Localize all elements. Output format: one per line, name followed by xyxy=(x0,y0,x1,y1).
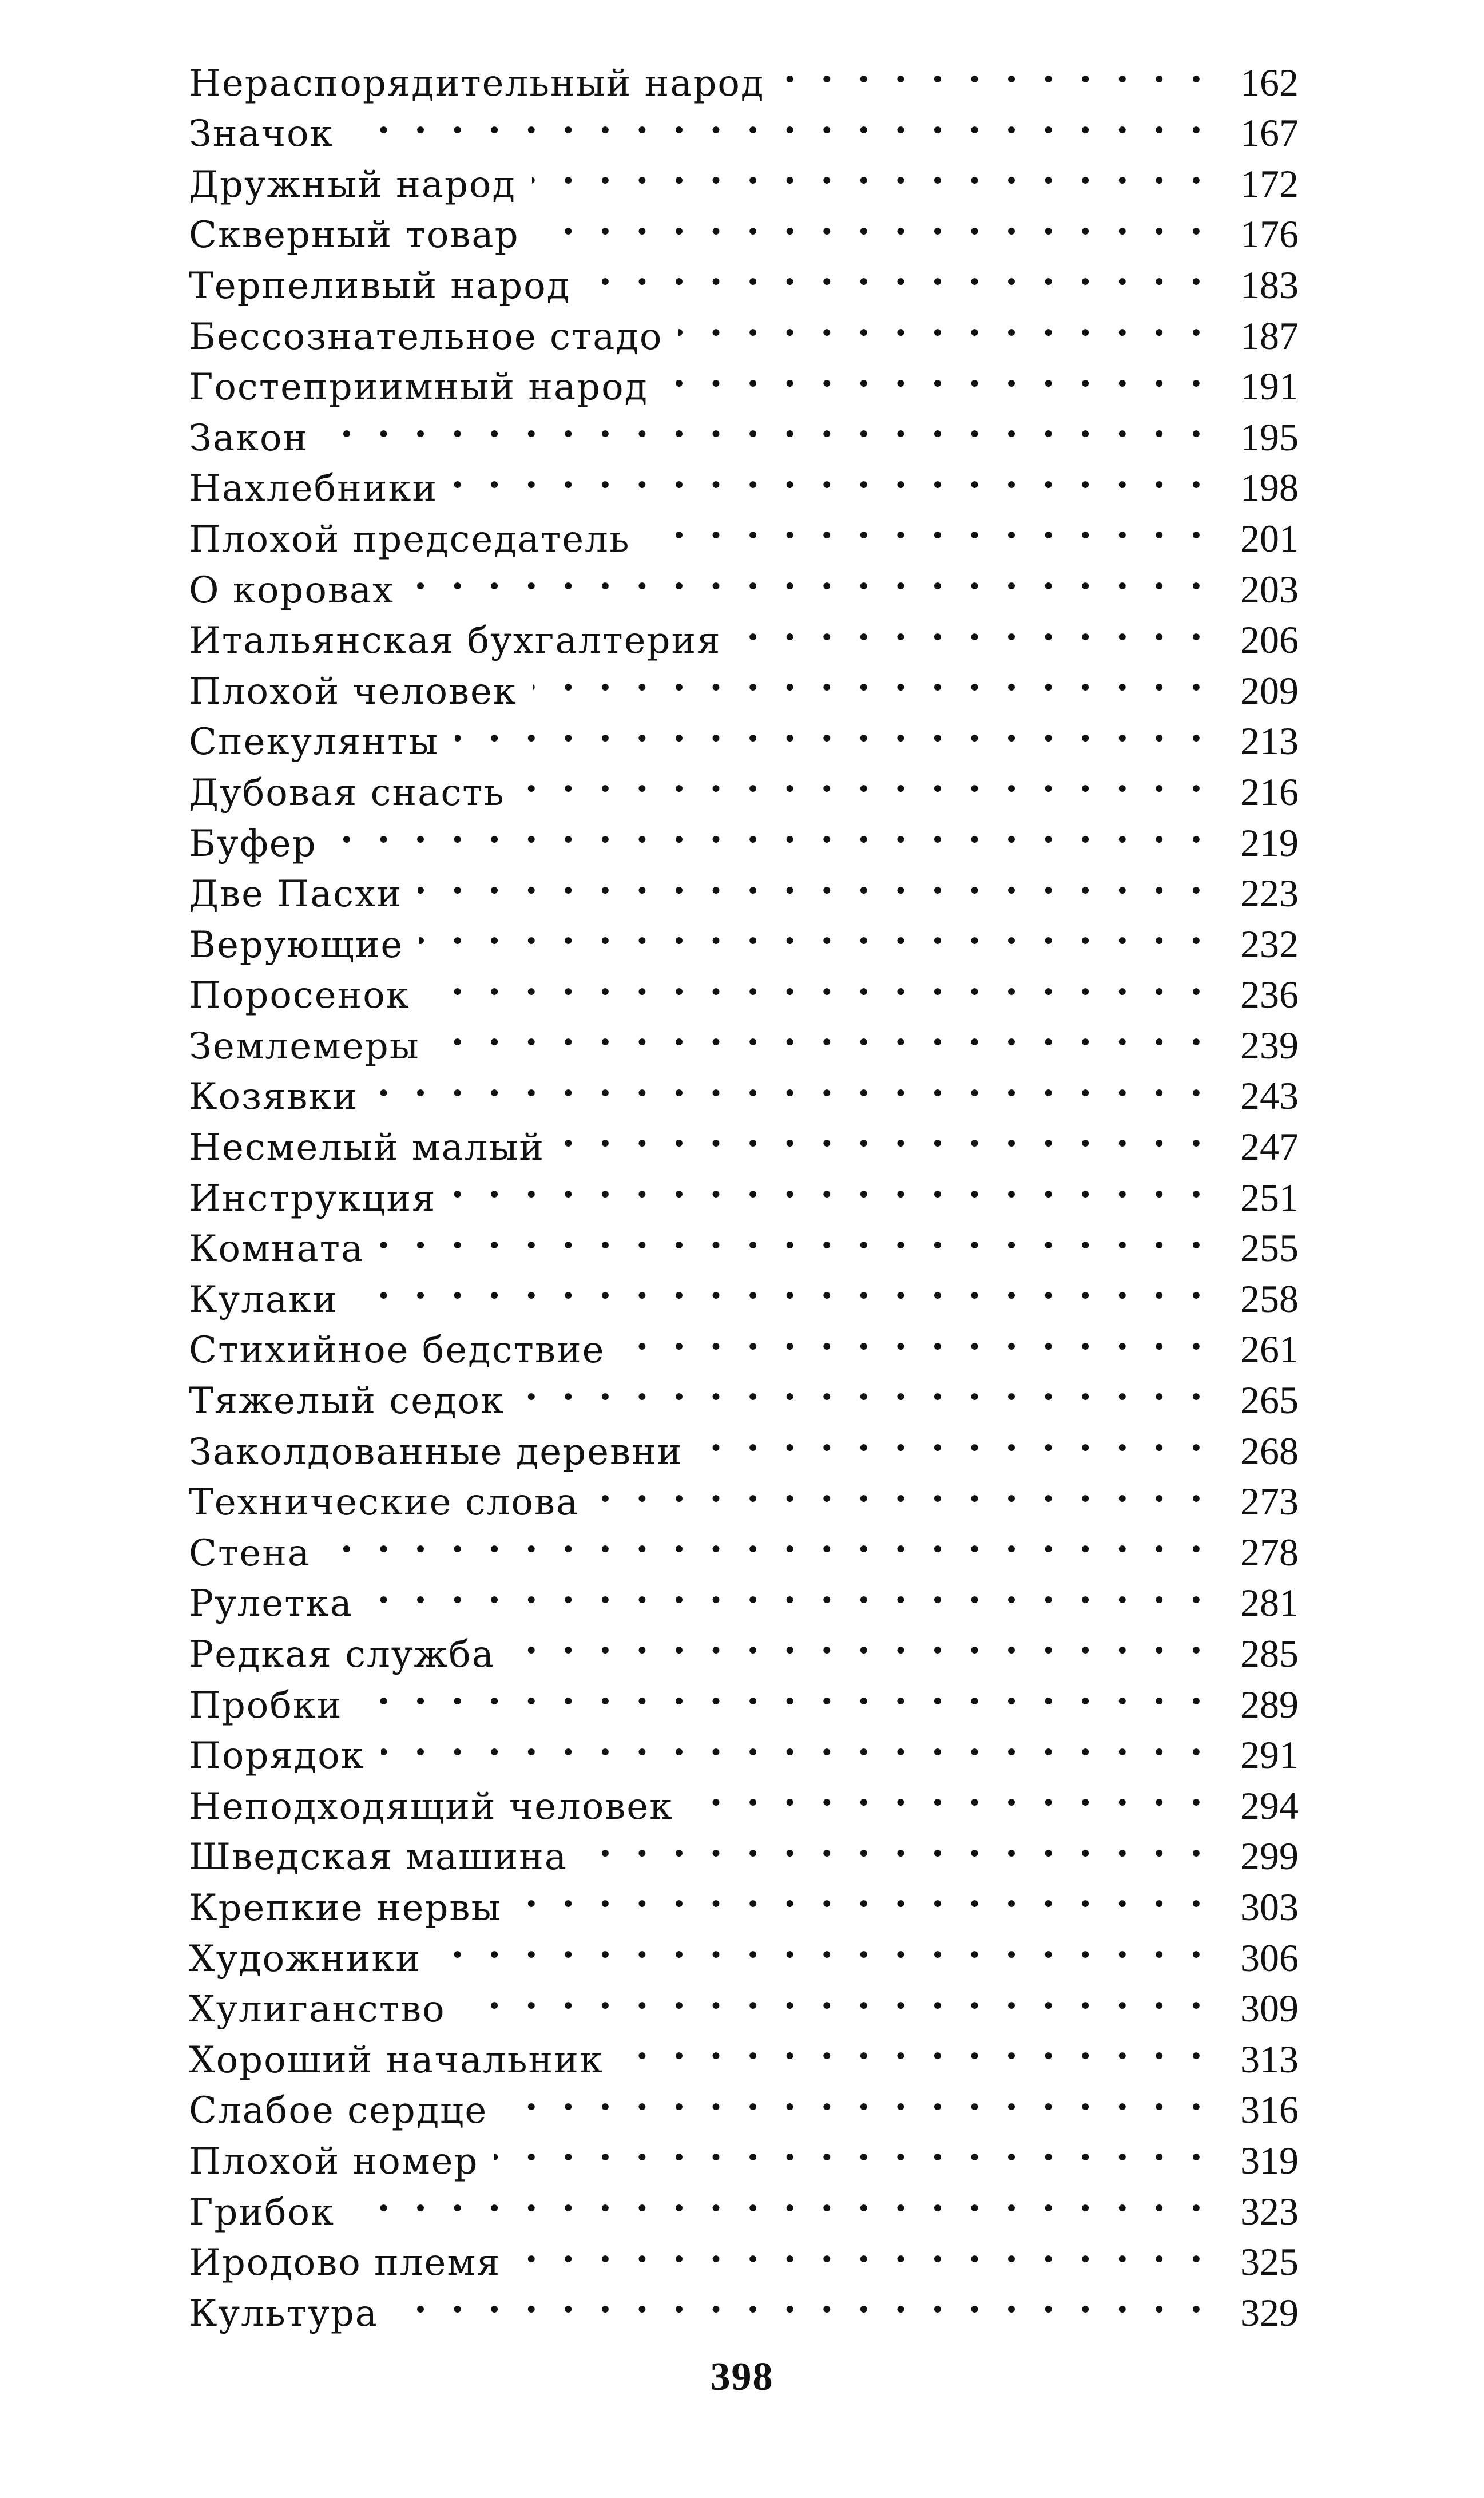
toc-entry-page: 167 xyxy=(1240,111,1299,155)
toc-entry xyxy=(189,2225,1299,2285)
dot-leader xyxy=(533,653,1208,704)
dot-leader xyxy=(595,1464,1208,1515)
toc-entry xyxy=(189,96,1299,156)
toc-entry-page: 313 xyxy=(1240,2037,1299,2081)
toc-entry-page: 219 xyxy=(1240,820,1299,865)
toc-entry-title: Закон xyxy=(189,417,309,459)
toc-entry-page: 285 xyxy=(1240,1632,1299,1675)
dot-leader xyxy=(381,1718,1208,1769)
toc-entry-page: 291 xyxy=(1240,1733,1299,1777)
toc-entry xyxy=(189,1718,1299,1778)
toc-entry-title: Поросенок xyxy=(189,974,410,1017)
toc-entry-title: Плохой номер xyxy=(189,2140,479,2183)
dot-leader xyxy=(436,1008,1208,1058)
dot-leader xyxy=(517,2225,1209,2275)
toc-entry-page: 329 xyxy=(1240,2290,1299,2334)
toc-entry-page: 306 xyxy=(1240,1936,1299,1980)
toc-entry-title: Технические слова xyxy=(189,1481,580,1524)
dot-leader xyxy=(380,1211,1208,1262)
dot-leader xyxy=(455,704,1208,755)
toc-entry-title: Бессознательное стадо xyxy=(189,315,663,358)
toc-entry-title: Слабое сердце xyxy=(189,2089,488,2132)
toc-entry-page: 216 xyxy=(1240,770,1299,814)
toc-entry xyxy=(189,1616,1299,1676)
toc-entry-page: 209 xyxy=(1240,668,1299,712)
toc-entry xyxy=(189,2174,1299,2234)
dot-leader xyxy=(454,450,1208,501)
toc-entry-title: Кулаки xyxy=(189,1278,338,1321)
toc-entry-page: 236 xyxy=(1240,973,1299,1017)
toc-entry-page: 247 xyxy=(1240,1125,1299,1169)
dot-leader xyxy=(369,1565,1208,1616)
dot-leader xyxy=(426,957,1208,1008)
toc-entry-title: Нераспорядительный народ xyxy=(189,62,765,105)
toc-entry-page: 289 xyxy=(1240,1682,1299,1726)
toc-entry-title: Тяжелый седок xyxy=(189,1380,505,1423)
toc-entry-page: 268 xyxy=(1240,1429,1299,1473)
toc-entry-title: Землемеры xyxy=(189,1025,420,1068)
toc-entry-title: Плохой человек xyxy=(189,670,517,713)
dot-leader xyxy=(780,45,1208,96)
dot-leader xyxy=(351,2174,1208,2225)
toc-entry xyxy=(189,805,1299,865)
toc-entry-title: Терпеливый народ xyxy=(189,264,571,307)
toc-entry-title: Итальянская бухгалтерия xyxy=(189,620,721,663)
toc-entry-page: 239 xyxy=(1240,1023,1299,1067)
dot-leader xyxy=(678,298,1208,349)
toc-entry-title: О коровах xyxy=(189,569,395,612)
dot-leader xyxy=(511,1616,1208,1667)
toc-entry-title: Буфер xyxy=(189,822,317,865)
dot-leader xyxy=(453,1160,1208,1211)
toc-entry-title: Верующие xyxy=(189,923,404,966)
toc-entry-page: 176 xyxy=(1240,212,1299,256)
toc-entry-page: 261 xyxy=(1240,1327,1299,1371)
dot-leader xyxy=(359,1667,1209,1718)
toc-entry-title: Стена xyxy=(189,1532,311,1575)
dot-leader xyxy=(521,754,1208,805)
toc-entry-page: 316 xyxy=(1240,2088,1299,2132)
toc-entry-title: Неподходящий человек xyxy=(189,1785,674,1828)
dot-leader xyxy=(621,1312,1208,1363)
toc-entry-page: 323 xyxy=(1240,2189,1299,2233)
toc-entry-title: Две Пасхи xyxy=(189,873,402,916)
dot-leader xyxy=(664,349,1208,400)
dot-leader xyxy=(350,96,1208,146)
toc-entry-page: 187 xyxy=(1240,314,1299,358)
toc-entry-page: 299 xyxy=(1240,1834,1299,1878)
toc-entry-title: Порядок xyxy=(189,1735,365,1778)
toc-entry-title: Крепкие нервы xyxy=(189,1886,502,1929)
toc-entry-title: Нахлебники xyxy=(189,467,438,510)
dot-leader xyxy=(535,197,1208,248)
toc-entry-title: Заколдованные деревни xyxy=(189,1430,683,1473)
toc-entry-title: Спекулянты xyxy=(189,721,439,764)
toc-entry-title: Комната xyxy=(189,1228,364,1271)
toc-entry-title: Значок xyxy=(189,113,334,156)
toc-entry-page: 172 xyxy=(1240,161,1299,205)
dot-leader xyxy=(503,2072,1208,2123)
dot-leader xyxy=(418,856,1208,907)
dot-leader xyxy=(561,1109,1208,1160)
toc-entry-title: Козявки xyxy=(189,1076,359,1119)
toc-entry-page: 325 xyxy=(1240,2240,1299,2284)
page-number: 398 xyxy=(710,2355,774,2399)
toc-entry-page: 223 xyxy=(1240,871,1299,915)
toc-entry-page: 201 xyxy=(1240,516,1299,560)
toc-entry-page: 183 xyxy=(1240,263,1299,307)
toc-entry-page: 162 xyxy=(1240,60,1299,104)
toc-entry-page: 309 xyxy=(1240,1986,1299,2031)
toc-entry xyxy=(189,1565,1299,1625)
toc-entry xyxy=(189,450,1299,510)
dot-leader xyxy=(646,501,1208,552)
toc-entry-page: 213 xyxy=(1240,719,1299,763)
toc-entry xyxy=(189,399,1299,459)
dot-leader xyxy=(419,906,1208,957)
dot-leader xyxy=(620,2021,1208,2072)
toc-entry-title: Хороший начальник xyxy=(189,2039,604,2081)
dot-leader xyxy=(737,602,1208,653)
toc-entry-title: Редкая служба xyxy=(189,1633,495,1676)
toc-entry-title: Хулиганство xyxy=(189,1988,446,2031)
dot-leader xyxy=(699,1413,1208,1464)
toc-entry-page: 191 xyxy=(1240,364,1299,409)
toc-entry-page: 281 xyxy=(1240,1581,1299,1625)
toc-entry-title: Художники xyxy=(189,1937,421,1980)
toc-entry-title: Плохой председатель xyxy=(189,518,630,561)
toc-entry-title: Пробки xyxy=(189,1684,343,1727)
dot-leader xyxy=(462,1971,1208,2022)
dot-leader xyxy=(333,805,1208,856)
dot-leader xyxy=(532,146,1208,197)
dot-leader xyxy=(584,1819,1208,1870)
toc-entry-title: Иродово племя xyxy=(189,2242,501,2285)
toc-entry-page: 206 xyxy=(1240,618,1299,662)
toc-entry-title: Стихийное бедствие xyxy=(189,1329,605,1372)
toc-entry xyxy=(189,1514,1299,1575)
dot-leader xyxy=(374,1058,1208,1109)
toc-entry-page: 303 xyxy=(1240,1885,1299,1929)
toc-entry-title: Рулетка xyxy=(189,1583,353,1625)
dot-leader xyxy=(324,399,1208,450)
toc-entry-title: Скверный товар xyxy=(189,214,519,257)
dot-leader xyxy=(689,1768,1208,1819)
dot-leader xyxy=(517,1869,1208,1920)
toc-entry-page: 278 xyxy=(1240,1530,1299,1574)
toc-entry-title: Дубовая снасть xyxy=(189,771,505,814)
toc-entry-title: Культура xyxy=(189,2292,378,2335)
toc-entry xyxy=(189,45,1299,105)
toc-entry xyxy=(189,856,1299,916)
dot-leader xyxy=(327,1514,1208,1565)
toc-entry-page: 251 xyxy=(1240,1175,1299,1219)
toc-entry-page: 319 xyxy=(1240,2138,1299,2182)
toc-entry-title: Несмелый малый xyxy=(189,1127,545,1169)
toc-entry xyxy=(189,1261,1299,1321)
dot-leader xyxy=(354,1261,1208,1312)
toc-entry-page: 198 xyxy=(1240,466,1299,510)
toc-entry-title: Грибок xyxy=(189,2191,335,2234)
table-of-contents xyxy=(189,45,1299,2335)
toc-entry xyxy=(189,1312,1299,1372)
toc-entry-title: Инструкция xyxy=(189,1177,437,1220)
dot-leader xyxy=(586,247,1208,298)
toc-entry-page: 255 xyxy=(1240,1226,1299,1270)
dot-leader xyxy=(494,2123,1208,2174)
toc-entry-page: 232 xyxy=(1240,922,1299,966)
toc-entry-title: Шведская машина xyxy=(189,1836,568,1879)
toc-entry-page: 273 xyxy=(1240,1480,1299,1524)
toc-entry xyxy=(189,146,1299,206)
toc-entry-page: 258 xyxy=(1240,1276,1299,1321)
dot-leader xyxy=(410,552,1208,602)
toc-entry-page: 203 xyxy=(1240,567,1299,611)
dot-leader xyxy=(521,1362,1208,1413)
toc-entry-title: Дружный народ xyxy=(189,163,516,206)
toc-entry-page: 294 xyxy=(1240,1783,1299,1827)
dot-leader xyxy=(394,2275,1208,2326)
toc-entry-page: 265 xyxy=(1240,1378,1299,1422)
toc-entry-page: 195 xyxy=(1240,415,1299,459)
dot-leader xyxy=(437,1920,1208,1971)
toc-entry-page: 243 xyxy=(1240,1074,1299,1118)
toc-entry-title: Гостеприимный народ xyxy=(189,366,649,409)
